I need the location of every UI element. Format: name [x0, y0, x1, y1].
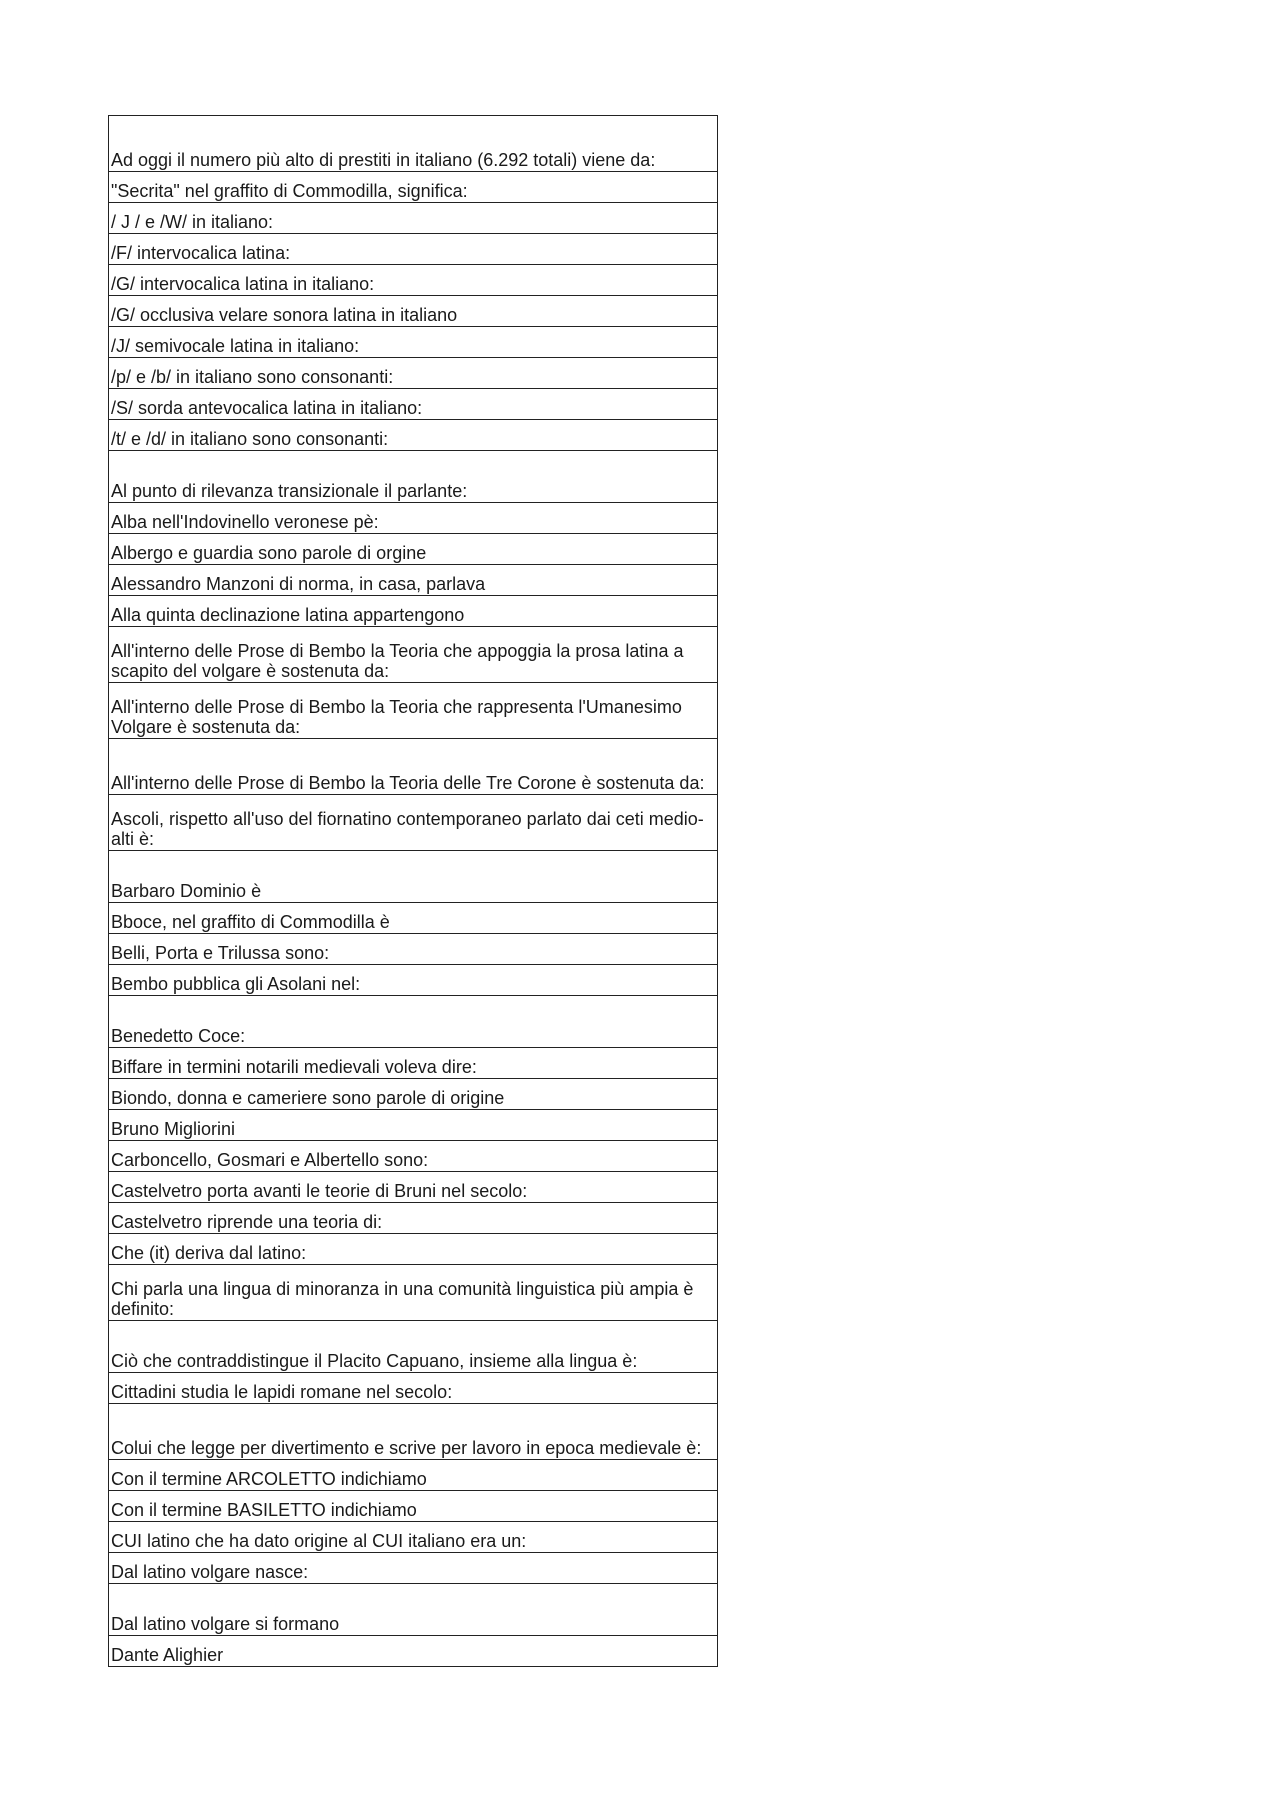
- table-row: [109, 739, 718, 795]
- question-cell[interactable]: /F/ intervocalica latina:: [109, 234, 718, 265]
- table-row: [109, 420, 718, 451]
- question-cell[interactable]: Castelvetro porta avanti le teorie di Bruni nel secolo:: [109, 1172, 718, 1203]
- table-row: [109, 1172, 718, 1203]
- table-row: [109, 327, 718, 358]
- question-cell[interactable]: Alba nell'Indovinello veronese pè:: [109, 503, 718, 534]
- question-cell[interactable]: Biffare in termini notarili medievali voleva dire:: [109, 1048, 718, 1079]
- table-row: [109, 503, 718, 534]
- table-row: [109, 172, 718, 203]
- question-cell[interactable]: Ad oggi il numero più alto di prestiti in italiano (6.292 totali) viene da:: [109, 116, 718, 172]
- question-cell[interactable]: CUI latino che ha dato origine al CUI italiano era un:: [109, 1522, 718, 1553]
- question-cell[interactable]: / J / e /W/ in italiano:: [109, 203, 718, 234]
- question-cell[interactable]: Benedetto Coce:: [109, 996, 718, 1048]
- question-cell[interactable]: All'interno delle Prose di Bembo la Teoria che appoggia la prosa latina a scapito del volgare è sostenuta da:: [109, 627, 718, 683]
- table-row: [109, 389, 718, 420]
- question-cell[interactable]: Cittadini studia le lapidi romane nel secolo:: [109, 1373, 718, 1404]
- question-cell[interactable]: Biondo, donna e cameriere sono parole di origine: [109, 1079, 718, 1110]
- table-row: [109, 1265, 718, 1321]
- table-row: [109, 596, 718, 627]
- table-row: [109, 1404, 718, 1460]
- question-cell[interactable]: Alessandro Manzoni di norma, in casa, parlava: [109, 565, 718, 596]
- spreadsheet-table: [108, 115, 718, 1667]
- question-cell[interactable]: Barbaro Dominio è: [109, 851, 718, 903]
- question-cell[interactable]: Colui che legge per divertimento e scrive per lavoro in epoca medievale è:: [109, 1404, 718, 1460]
- question-cell[interactable]: /J/ semivocale latina in italiano:: [109, 327, 718, 358]
- table-row: [109, 234, 718, 265]
- question-cell[interactable]: All'interno delle Prose di Bembo la Teoria delle Tre Corone è sostenuta da:: [109, 739, 718, 795]
- table-row: [109, 265, 718, 296]
- table-row: [109, 534, 718, 565]
- table-row: [109, 683, 718, 739]
- table-row: [109, 627, 718, 683]
- table-row: [109, 996, 718, 1048]
- question-cell[interactable]: Con il termine ARCOLETTO indichiamo: [109, 1460, 718, 1491]
- table-row: [109, 851, 718, 903]
- table-row: [109, 1460, 718, 1491]
- question-cell[interactable]: Con il termine BASILETTO indichiamo: [109, 1491, 718, 1522]
- table-row: [109, 116, 718, 172]
- question-cell[interactable]: Ascoli, rispetto all'uso del fiornatino contemporaneo parlato dai ceti medio-alti è:: [109, 795, 718, 851]
- table-row: [109, 1522, 718, 1553]
- question-cell[interactable]: Che (it) deriva dal latino:: [109, 1234, 718, 1265]
- table-row: [109, 795, 718, 851]
- question-cell[interactable]: /G/ intervocalica latina in italiano:: [109, 265, 718, 296]
- question-cell[interactable]: All'interno delle Prose di Bembo la Teoria che rappresenta l'Umanesimo Volgare è sostenuta da:: [109, 683, 718, 739]
- table-row: [109, 1321, 718, 1373]
- table-row: [109, 934, 718, 965]
- table-row: [109, 1203, 718, 1234]
- table-row: [109, 903, 718, 934]
- table-row: [109, 1048, 718, 1079]
- question-cell[interactable]: Al punto di rilevanza transizionale il parlante:: [109, 451, 718, 503]
- table-row: [109, 296, 718, 327]
- question-cell[interactable]: Dante Alighier: [109, 1636, 718, 1667]
- table-row: [109, 1079, 718, 1110]
- question-cell[interactable]: Dal latino volgare nasce:: [109, 1553, 718, 1584]
- question-cell[interactable]: Bboce, nel graffito di Commodilla è: [109, 903, 718, 934]
- question-cell[interactable]: Carboncello, Gosmari e Albertello sono:: [109, 1141, 718, 1172]
- question-cell[interactable]: Ciò che contraddistingue il Placito Capuano, insieme alla lingua è:: [109, 1321, 718, 1373]
- question-cell[interactable]: Bembo pubblica gli Asolani nel:: [109, 965, 718, 996]
- table-row: [109, 203, 718, 234]
- question-cell[interactable]: Belli, Porta e Trilussa sono:: [109, 934, 718, 965]
- question-cell[interactable]: /G/ occlusiva velare sonora latina in italiano: [109, 296, 718, 327]
- table-row: [109, 358, 718, 389]
- question-cell[interactable]: /S/ sorda antevocalica latina in italiano:: [109, 389, 718, 420]
- table-row: [109, 565, 718, 596]
- question-cell[interactable]: /t/ e /d/ in italiano sono consonanti:: [109, 420, 718, 451]
- table-row: [109, 1141, 718, 1172]
- table-row: [109, 1234, 718, 1265]
- table-row: [109, 451, 718, 503]
- question-cell[interactable]: Chi parla una lingua di minoranza in una comunità linguistica più ampia è definito:: [109, 1265, 718, 1321]
- table-row: [109, 1110, 718, 1141]
- question-cell[interactable]: "Secrita" nel graffito di Commodilla, significa:: [109, 172, 718, 203]
- question-cell[interactable]: Bruno Migliorini: [109, 1110, 718, 1141]
- question-cell[interactable]: Albergo e guardia sono parole di orgine: [109, 534, 718, 565]
- table-row: [109, 1553, 718, 1584]
- question-cell[interactable]: Dal latino volgare si formano: [109, 1584, 718, 1636]
- table-row: [109, 1636, 718, 1667]
- table-row: [109, 1584, 718, 1636]
- table-row: [109, 1491, 718, 1522]
- spreadsheet-body: [109, 116, 718, 1667]
- question-cell[interactable]: Castelvetro riprende una teoria di:: [109, 1203, 718, 1234]
- table-row: [109, 1373, 718, 1404]
- table-row: [109, 965, 718, 996]
- question-cell[interactable]: /p/ e /b/ in italiano sono consonanti:: [109, 358, 718, 389]
- question-cell[interactable]: Alla quinta declinazione latina appartengono: [109, 596, 718, 627]
